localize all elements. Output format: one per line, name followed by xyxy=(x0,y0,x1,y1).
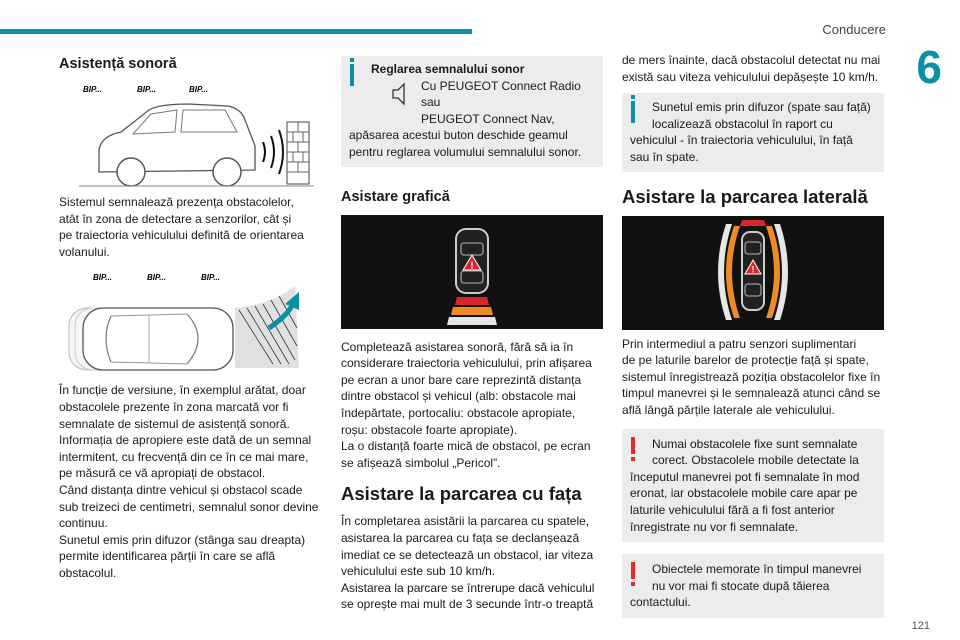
heading-side-parking: Asistare la parcarea laterală xyxy=(622,185,868,207)
beep-label: BIP... xyxy=(189,85,208,94)
chapter-number: 6 xyxy=(916,41,942,93)
page-number: 121 xyxy=(911,620,930,632)
paragraph-front-parking: În completarea asistării la parcarea cu spatele, asistarea la parcarea cu fața se declanșează imediat ce se detectează un obstacol, iar viteza vehiculului este sub 10 km/h. Asistarea la parcare se întrerupe dacă vehiculul se oprește mai mult de 3 secunde într-o treaptă xyxy=(341,514,595,612)
svg-text:!: ! xyxy=(470,260,474,272)
side-bar-orange xyxy=(766,226,780,318)
info-title: Reglarea semnalului sonor xyxy=(371,62,525,76)
car-wheel xyxy=(213,158,241,186)
front-bar-red xyxy=(740,220,766,226)
warning-box-memory: Obiectele memorate în timpul manevrei nu vor mai fi stocate după tăierea contactului. xyxy=(622,554,884,618)
speaker-icon xyxy=(387,80,415,108)
bar-red xyxy=(455,297,489,305)
info-box-sound-setting: Reglarea semnalului sonor Cu PEUGEOT Connect Radio sau PEUGEOT Connect Nav, apăsarea acestui buton deschide geamul pentru reglarea volumului semnalului sonor. xyxy=(341,56,603,167)
warning-icon xyxy=(631,562,635,579)
warning-icon xyxy=(631,437,635,454)
paragraph-graphic: Completează asistarea sonoră, fără să ia în considerare traiectoria vehiculului, prin afișarea pe ecran a unor bare care reprezintă distanța dintre obstacol și vehicul (alb: obstacole mai îndepărtate, portocaliu: obstacole apropiate, roșu: obstacole foarte apropiate). La o distanță foarte mică de obstacol, pe ecran se afișează simbolul „Pericol”. xyxy=(341,339,592,470)
info-icon xyxy=(631,101,635,123)
column-left xyxy=(59,56,324,582)
bar-white xyxy=(447,317,497,325)
car-top-illustration xyxy=(59,268,324,376)
sound-wave xyxy=(271,136,274,168)
figure-screen-display xyxy=(341,215,603,329)
heading-graphic-assist: Asistare grafică xyxy=(341,188,450,205)
car-side-illustration xyxy=(59,80,324,188)
screen-side-bars xyxy=(622,216,884,330)
svg-text:!: ! xyxy=(751,264,755,275)
figure-side-screen xyxy=(622,216,884,330)
section-title: Conducere xyxy=(822,22,886,37)
car-wheel xyxy=(117,158,145,186)
paragraph-side-parking: Prin intermediul a patru senzori suplimentari de pe laturile barelor de protecție față și spate, sistemul înregistrează poziția obstacolelor fixe în timpul manevrei și le semnalează atunci când se află lângă părțile laterale ale vehiculului. xyxy=(622,336,881,417)
beep-label: BIP... xyxy=(93,273,112,283)
column-middle xyxy=(341,56,603,613)
figure-car-beeps xyxy=(59,80,324,188)
bar-orange xyxy=(451,307,493,315)
paragraph-front-continued: de mers înainte, dacă obstacolul detectat nu mai există sau viteza vehiculului depășește 10 km/h. xyxy=(622,53,881,84)
info-box-speaker: Sunetul emis prin difuzor (spate sau față) localizează obstacolul în raport cu vehiculul - în traiectoria vehiculului, în față sau în spate. xyxy=(622,93,884,171)
column-right xyxy=(622,22,884,618)
side-bar-orange xyxy=(726,226,740,318)
info-icon xyxy=(350,64,354,86)
warning-box-fixed-obstacles: Numai obstacolele fixe sunt semnalate corect. Obstacolele mobile detectate la începutul manevrei pot fi semnalate în mod eronat, iar obstacolele mobile care apar pe laturile vehiculului fără a fi fost anterior înregistrate nu vor fi semnalate. xyxy=(622,429,884,543)
figure-car-trajectory xyxy=(59,268,324,376)
paragraph-sound-intro: Sistemul semnalează prezența obstacolelor, atât în zona de detectare a senzorilor, cât și pe traiectoria vehiculului definită de orientarea volanului. xyxy=(59,195,304,259)
beep-label: BIP... xyxy=(201,273,220,283)
beep-label: BIP... xyxy=(83,85,102,94)
beep-label: BIP... xyxy=(147,273,166,283)
heading-sound-assist: Asistență sonoră xyxy=(59,56,177,72)
sound-wave xyxy=(279,130,283,174)
paragraph-sound-details: În funcție de versiune, în exemplul arătat, doar obstacolele prezente în zona marcată vor fi semnalate de sistemul de asistență sonoră. Informația de apropiere este dată de un semnal intermitent, cu frecvență din ce în ce mai mare, pe măsură ce vă apropiați de obstacol. Când distanța dintre vehicul și obstacol scade sub treizeci de centimetri, semnalul sonor devine continuu. Sunetul emis prin difuzor (stânga sau dreapta) permite identificarea părții în care se află obstacolul. xyxy=(59,383,319,580)
heading-front-parking: Asistare la parcarea cu fața xyxy=(341,483,582,505)
beep-label: BIP... xyxy=(137,85,156,94)
header-accent-bar xyxy=(0,29,472,34)
sound-wave xyxy=(263,142,265,162)
screen-car-bars xyxy=(341,215,603,329)
